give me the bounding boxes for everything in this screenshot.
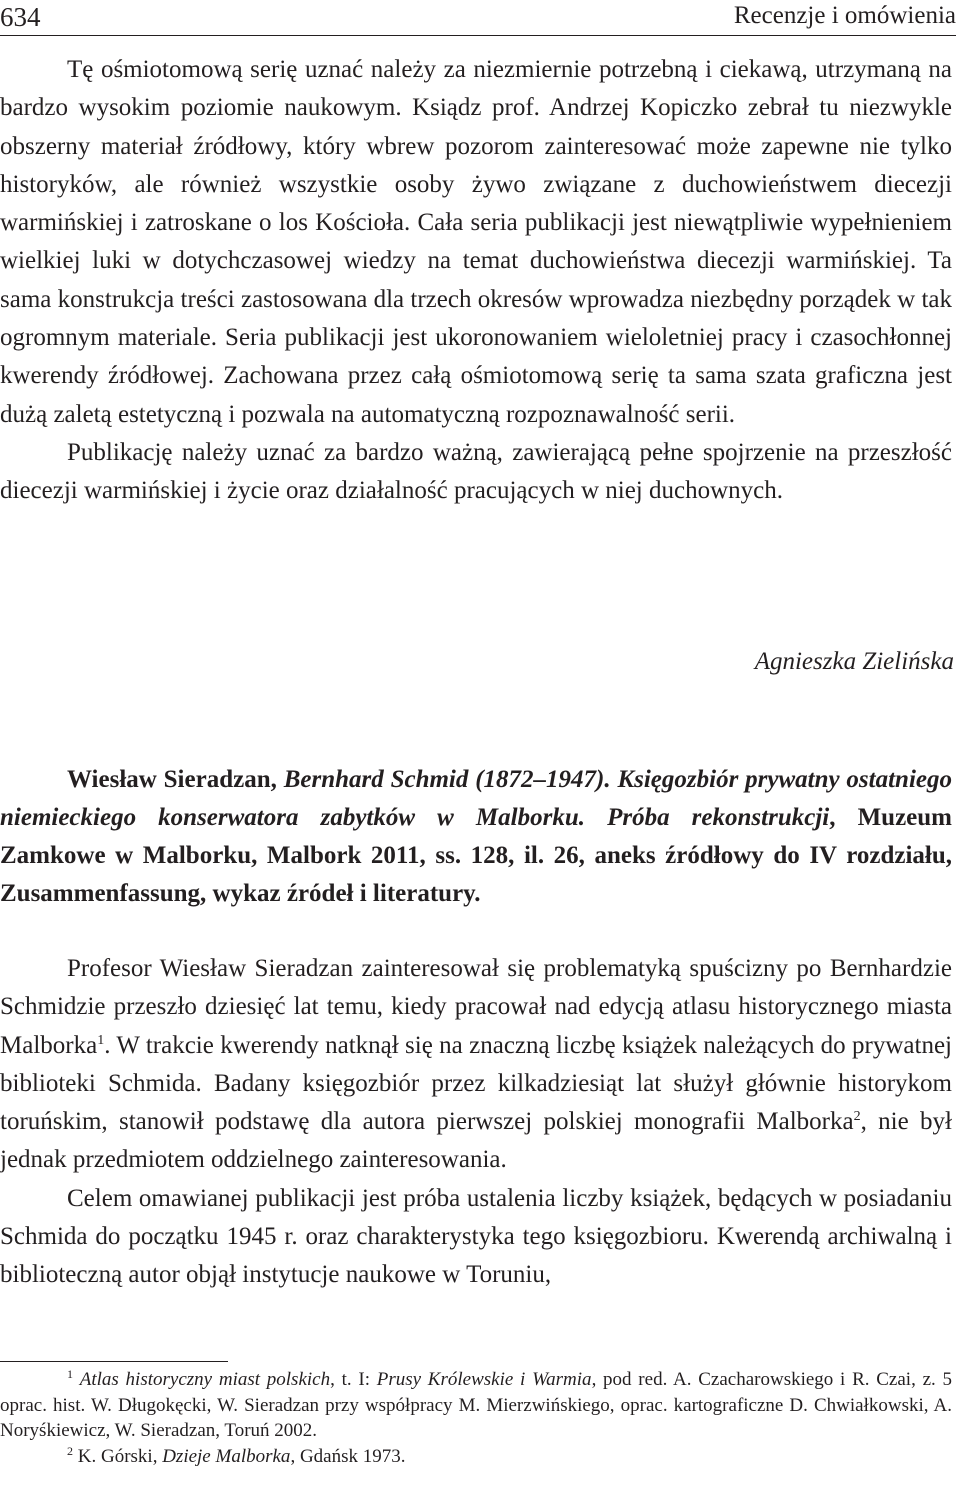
ref-publication-details: , Muzeum Zamkowe w Malborku, Malbork 2011, ss. 128, il. 26, aneks źródłowy do IV rozdziału, Zusammenfassung, wykaz źródeł i literatury. [0, 804, 952, 907]
review-1-body [0, 51, 952, 511]
page-number: 634 [0, 2, 41, 32]
footnotes [0, 1367, 952, 1469]
footnote-1-number: 1 [67, 1367, 73, 1381]
header-rule [0, 35, 956, 36]
footnote-1: $^1$ Atlas historyczny miast polskich, t. I: Prusy Królewskie i Warmia, pod red. A. Czacharowskiego i R. Czai, z. 5 oprac. hist. W. Długokęcki, W. Sieradzan przy współpracy M. Mierzwińskiego, oprac. kartograficzne D. Chwiałkowski, A. Noryśkiewicz, W. Sieradzan, Toruń 2002. [0, 1367, 953, 1441]
ref-title: Bernhard Schmid (1872–1947). Księgozbiór prywatny ostatniego niemieckiego konserwatora zabytków w Malborku. Próba rekonstrukcji [0, 766, 952, 831]
footnote-rule [0, 1361, 228, 1362]
footnote-2-number: 2 [67, 1443, 73, 1458]
review-2-body [0, 950, 952, 1295]
review-2-paragraph-1: Profesor Wiesław Sieradzan zainteresował się problematyką spuścizny po Bernhardzie Schmidzie przeszło dziesięć lat temu, kiedy pracował nad edycją atlasu historycznego miasta Malborka$^1$. W trakcie kwerendy natknął się na znaczną liczbę książek należących do prywatnej biblioteki Schmida. Badany księgozbiór przez kilkadziesiąt lat służył głównie historykom toruńskim, stanowił podstawę dla autora pierwszej polskiej monografii Malborka$^2$, nie był jednak przedmiotem oddzielnego zainteresowania. [0, 955, 952, 1174]
ref-author: Wiesław Sieradzan, [67, 766, 284, 793]
review-1-signature: Agnieszka Zielińska [754, 648, 954, 675]
footnote-2: $^2$ K. Górski, Dzieje Malborka, Gdańsk 1973. [67, 1443, 406, 1467]
section-title: Recenzje i omówienia [733, 2, 956, 29]
footnote-ref-1: 1 [97, 1032, 105, 1048]
review-2-paragraph-2: Celem omawianej publikacji jest próba ustalenia liczby książek, będących w posiadaniu Schmida do początku 1945 r. oraz charakterystyka tego księgozbioru. Kwerendą archiwalną i biblioteczną autor objął instytucje naukowe w Toruniu, [0, 1184, 952, 1289]
review-1-paragraph-2: Publikację należy uznać za bardzo ważną, zawierającą pełne spojrzenie na przeszłość diecezji warmińskiej i życie oraz działalność pracujących w niej duchownych. [0, 438, 952, 505]
running-header [0, 0, 960, 40]
footnote-ref-2: 2 [853, 1109, 861, 1125]
review-1-paragraph-1: Tę ośmiotomową serię uznać należy za niezmiernie potrzebną i ciekawą, utrzymaną na bardzo wysokim poziomie naukowym. Ksiądz prof. Andrzej Kopiczko zebrał tu niezwykle obszerny materiał źródłowy, który wbrew pozorom zainteresować może zapewne nie tylko historyków, ale również wszystkie osoby żywo związane z duchowieństwem diecezji warmińskiej i zatroskane o los Kościoła. Cała seria publikacji jest niewątpliwie wypełnieniem wielkiej luki w dotychczasowej wiedzy na temat duchowieństwa diecezji warmińskiej. Ta sama konstrukcja treści zastosowana dla trzech okresów wprowadza niezbędny porządek w tak ogromnym materiale. Seria publikacji jest ukoronowaniem wieloletniej pracy i czasochłonnej kwerendy źródłowej. Zachowana przez całą ośmiotomową serię ta sama szata graficzna jest dużą zaletą estetyczną i pozwala na automatyczną rozpoznawalność serii. [0, 56, 952, 428]
review-2-bibliographic-reference [0, 761, 952, 913]
